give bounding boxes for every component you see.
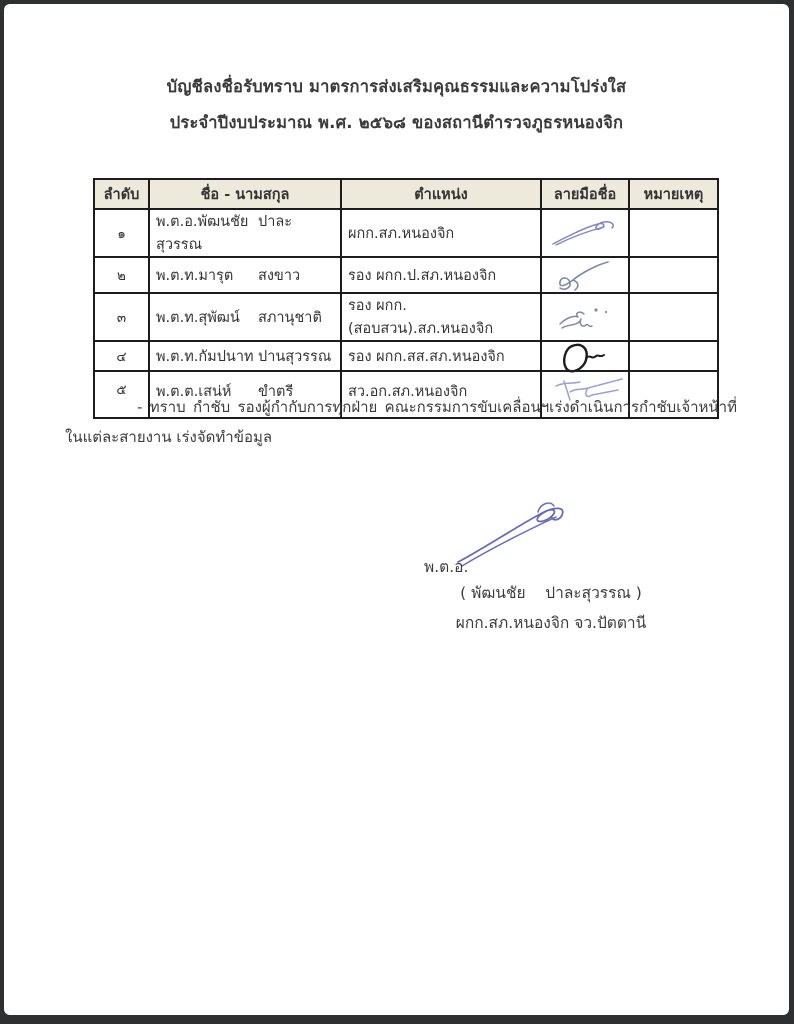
table-header-row	[94, 179, 718, 209]
row-surname: สงขาว	[258, 267, 301, 284]
row-surname: สภานุชาติ	[258, 309, 322, 326]
signature-ink-icon	[548, 218, 624, 248]
col-header-position: ตำแหน่ง	[341, 179, 541, 209]
row-position: รอง ผกก.(สอบสวน).สภ.หนองจิก	[341, 293, 541, 341]
row-position: ผกก.สภ.หนองจิก	[341, 209, 541, 257]
signature-table	[93, 178, 719, 419]
row-order: ๕	[94, 371, 149, 418]
table-row	[94, 341, 718, 371]
signer-name: ( พัฒนชัย ปาละสุวรรณ )	[460, 584, 642, 602]
signer-rank: พ.ต.อ.	[424, 558, 469, 576]
row-position: สว.อก.สภ.หนองจิก	[341, 371, 541, 418]
row-remark	[629, 209, 718, 257]
row-remark	[629, 293, 718, 341]
row-remark	[629, 257, 718, 293]
document-title-line2: ประจำปีงบประมาณ พ.ศ. ๒๕๖๘ ของสถานีตำรวจภูธรหนองจิก	[169, 113, 624, 132]
row-name	[149, 257, 341, 293]
col-header-name: ชื่อ - นามสกุล	[149, 179, 341, 209]
row-name	[149, 293, 341, 341]
row-order: ๓	[94, 293, 149, 341]
row-signature-cell	[541, 257, 629, 293]
row-first-name: พ.ต.ท.สุพัฒน์	[156, 309, 240, 326]
signature-ink-icon	[548, 258, 624, 292]
row-first-name: พ.ต.ท.มารุต	[156, 267, 234, 284]
row-first-name: พ.ต.ต.เสน่ห์	[156, 384, 232, 400]
acknowledgement-note: - ทราบ กำชับ รองผู้กำกับการทุกฝ่าย คณะกรรมการขับเคลื่อนฯเร่งดำเนินการกำชับเจ้าหน้าที่ในแต่ละสายงาน เร่งจัดทำข้อมูล	[65, 398, 737, 446]
row-first-name: พ.ต.อ.พัฒนชัย	[156, 214, 249, 230]
row-position: รอง ผกก.ป.สภ.หนองจิก	[341, 257, 541, 293]
row-position: รอง ผกก.สส.สภ.หนองจิก	[341, 341, 541, 371]
document-title-line1: บัญชีลงชื่อรับทราบ มาตรการส่งเสริมคุณธรรมและความโปร่งใส	[166, 77, 627, 96]
row-signature-cell	[541, 341, 629, 371]
signer-position: ผกก.สภ.หนองจิก จว.ปัตตานี	[455, 614, 647, 632]
row-order: ๔	[94, 341, 149, 371]
col-header-signature: ลายมือชื่อ	[541, 179, 629, 209]
row-surname: ปาละสุวรรณ	[156, 214, 293, 253]
row-surname: ปานสุวรรณ	[258, 348, 332, 365]
table-row	[94, 209, 718, 257]
col-header-remark: หมายเหตุ	[629, 179, 718, 209]
row-order: ๑	[94, 209, 149, 257]
signature-ink-icon	[548, 302, 624, 332]
document-paper	[4, 4, 789, 1015]
row-name	[149, 209, 341, 257]
row-signature-cell	[541, 209, 629, 257]
row-remark	[629, 341, 718, 371]
row-name	[149, 341, 341, 371]
table-row	[94, 293, 718, 341]
row-first-name: พ.ต.ท.กัมปนาท	[156, 348, 254, 365]
row-signature-cell	[541, 293, 629, 341]
commander-signature-ink-icon	[452, 500, 584, 574]
row-surname: ขำตรี	[258, 384, 294, 400]
col-header-order: ลำดับ	[94, 179, 149, 209]
table-row	[94, 257, 718, 293]
row-order: ๒	[94, 257, 149, 293]
